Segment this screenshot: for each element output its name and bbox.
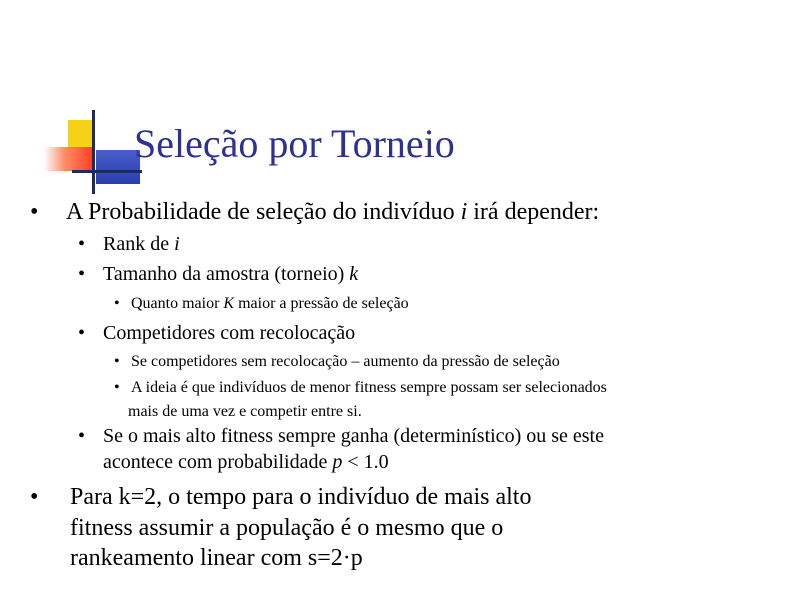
bullet-icon: • <box>114 353 120 370</box>
bullet-para-k2-line3: rankeamento linear com s=2·p <box>70 545 363 571</box>
logo-red-bar <box>44 147 94 171</box>
bullet-para-k2-line2: fitness assumir a população é o mesmo que o <box>70 515 504 541</box>
bullet-para-k2: Para k=2, o tempo para o indivíduo de mais alto <box>70 484 532 510</box>
bullet-icon: • <box>78 322 86 344</box>
bullet-sem-recolocacao: Se competidores sem recolocação – aumento da pressão de seleção <box>131 353 560 370</box>
bullet-icon: • <box>114 295 120 312</box>
bullet-tamanho: Tamanho da amostra (torneio) k <box>103 263 359 285</box>
logo-yellow-square <box>68 120 94 150</box>
bullet-a-ideia-cont: mais de uma vez e competir entre si. <box>128 403 362 420</box>
bullet-icon: • <box>114 379 120 396</box>
bullet-se-o-mais-alto-cont: acontece com probabilidade p < 1.0 <box>103 451 389 473</box>
bullet-icon: • <box>78 425 86 447</box>
bullet-quanto-maior: Quanto maior K maior a pressão de seleção <box>131 295 409 312</box>
bullet-icon: • <box>30 199 39 225</box>
bullet-probabilidade: A Probabilidade de seleção do indivíduo i irá depender: <box>66 199 600 225</box>
bullet-rank: Rank de i <box>103 233 180 255</box>
slide-logo-icon <box>44 110 134 195</box>
logo-horizontal-line <box>72 170 142 173</box>
bullet-icon: • <box>78 233 86 255</box>
bullet-a-ideia: A ideia é que indivíduos de menor fitness sempre possam ser selecionados <box>131 379 607 396</box>
bullet-competidores: Competidores com recolocação <box>103 322 356 344</box>
logo-vertical-line <box>92 110 95 194</box>
bullet-icon: • <box>30 484 39 510</box>
bullet-se-o-mais-alto: Se o mais alto fitness sempre ganha (determinístico) ou se este <box>103 425 604 447</box>
slide-title: Seleção por Torneio <box>134 121 455 166</box>
bullet-icon: • <box>78 263 86 285</box>
